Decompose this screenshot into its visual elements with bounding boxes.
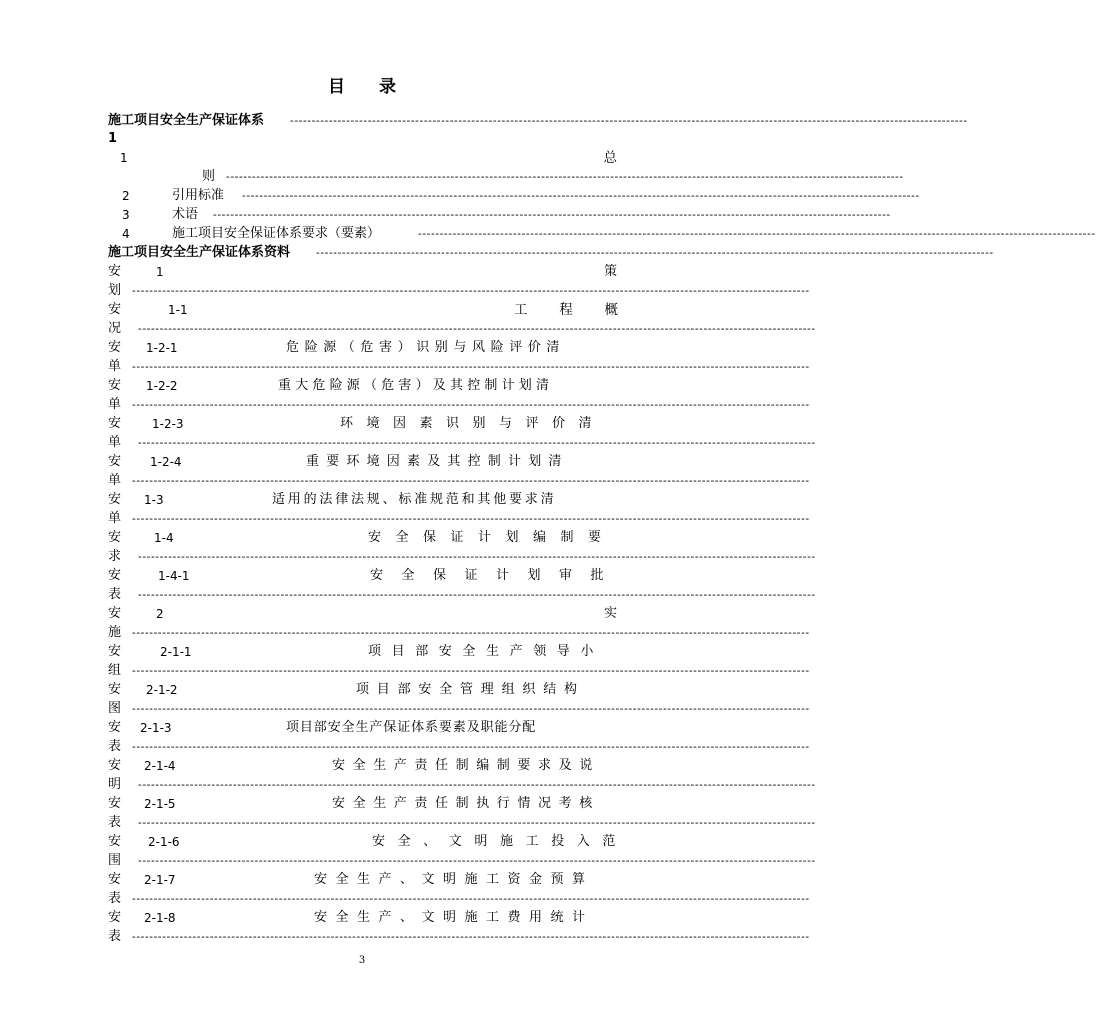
chapter-title: 施工项目安全保证体系要求（要素） (172, 226, 381, 241)
item-number: 2-1-8 (144, 911, 176, 925)
item-text: 危险源（危害）识别与风险评价清 (286, 340, 566, 355)
leader-dots: ------------------------------------------------------------------------------------------------------------------------------------------------------------- (138, 816, 816, 829)
item-wrap: 表 (108, 815, 122, 830)
item-number: 1-2-3 (152, 417, 184, 431)
item-wrap: 求 (108, 549, 122, 564)
item-prefix: 安 (108, 644, 122, 659)
toc-entry-text (202, 150, 617, 166)
item-number: 1-2-1 (146, 341, 178, 355)
item-number: 1-2-4 (150, 455, 182, 469)
item-wrap: 单 (108, 473, 122, 488)
item-number: 2 (156, 607, 164, 621)
item-number: 2-1-7 (144, 873, 176, 887)
item-prefix: 安 (108, 606, 122, 621)
item-wrap: 围 (108, 853, 122, 868)
item-number: 1-2-2 (146, 379, 178, 393)
leader-dots: ------------------------------------------------------------------------------------------------------------------------------------------------------------- (418, 227, 1096, 240)
item-prefix: 安 (108, 720, 122, 735)
item-wrap: 划 (108, 283, 122, 298)
leader-dots: ------------------------------------------------------------------------------------------------------------------------------------------------------------- (138, 588, 816, 601)
leader-dots: ------------------------------------------------------------------------------------------------------------------------------------------------------------- (226, 170, 904, 183)
item-text-spread: 工 程 概 (514, 302, 618, 318)
leader-dots: ------------------------------------------------------------------------------------------------------------------------------------------------------------- (290, 114, 968, 127)
item-text: 安全保证计划编制要 (368, 530, 616, 545)
item-text: 适用的法律法规、标准规范和其他要求清 (272, 492, 557, 507)
item-wrap: 表 (108, 739, 122, 754)
item-number: 2-1-3 (140, 721, 172, 735)
leader-dots: ------------------------------------------------------------------------------------------------------------------------------------------------------------- (213, 208, 891, 221)
item-prefix: 安 (108, 530, 122, 545)
item-text: 安全保证计划审批 (370, 568, 623, 583)
item-prefix: 安 (108, 302, 122, 317)
item-wrap: 单 (108, 435, 122, 450)
leader-dots: ------------------------------------------------------------------------------------------------------------------------------------------------------------- (132, 474, 810, 487)
item-prefix: 安 (108, 378, 122, 393)
item-prefix: 安 (108, 416, 122, 431)
leader-dots: ------------------------------------------------------------------------------------------------------------------------------------------------------------- (132, 626, 810, 639)
chapter-title: 术语 (172, 207, 199, 222)
chapter-title: 引用标准 (172, 188, 225, 203)
item-prefix: 安 (108, 834, 122, 849)
leader-dots: ------------------------------------------------------------------------------------------------------------------------------------------------------------- (132, 360, 810, 373)
leader-dots: ------------------------------------------------------------------------------------------------------------------------------------------------------------- (132, 512, 810, 525)
item-number: 2-1-6 (148, 835, 180, 849)
leader-dots: ------------------------------------------------------------------------------------------------------------------------------------------------------------- (138, 550, 816, 563)
item-text: 策 (604, 264, 618, 279)
item-number: 1-4 (154, 531, 174, 545)
item-wrap: 单 (108, 359, 122, 374)
chapter-number: 4 (122, 227, 130, 241)
leader-dots: ------------------------------------------------------------------------------------------------------------------------------------------------------------- (138, 854, 816, 867)
item-number: 2-1-1 (160, 645, 192, 659)
item-prefix: 安 (108, 796, 122, 811)
item-prefix: 安 (108, 682, 122, 697)
item-prefix: 安 (108, 910, 122, 925)
leader-dots: ------------------------------------------------------------------------------------------------------------------------------------------------------------- (132, 398, 810, 411)
item-text: 重要环境因素及其控制计划清 (306, 454, 569, 469)
item-text: 实 (604, 606, 618, 621)
item-prefix: 安 (108, 758, 122, 773)
toc-title: 目 录 (328, 77, 410, 97)
item-text: 环境因素识别与评价清 (340, 416, 606, 431)
leader-dots: ------------------------------------------------------------------------------------------------------------------------------------------------------------- (242, 189, 920, 202)
leader-dots: ------------------------------------------------------------------------------------------------------------------------------------------------------------- (132, 664, 810, 677)
item-text: 安全、文明施工投入范 (372, 834, 629, 849)
item-prefix: 安 (108, 872, 122, 887)
leader-dots: ------------------------------------------------------------------------------------------------------------------------------------------------------------- (132, 740, 810, 753)
item-prefix: 安 (108, 454, 122, 469)
section-heading: 施工项目安全生产保证体系资料 (108, 245, 291, 260)
leader-dots: ------------------------------------------------------------------------------------------------------------------------------------------------------------- (132, 892, 810, 905)
item-text: 重大危险源（危害）及其控制计划清 (278, 378, 554, 393)
leader-dots: ------------------------------------------------------------------------------------------------------------------------------------------------------------- (316, 246, 994, 259)
item-number: 2-1-2 (146, 683, 178, 697)
item-wrap: 表 (108, 929, 122, 944)
item-wrap: 图 (108, 701, 122, 716)
leader-dots: ------------------------------------------------------------------------------------------------------------------------------------------------------------- (138, 778, 816, 791)
item-text: 项目部安全管理组织结构 (356, 682, 585, 697)
item-prefix: 安 (108, 264, 122, 279)
chapter-title-wrap: 则 (202, 169, 216, 184)
item-text: 项目部安全生产保证体系要素及职能分配 (286, 720, 537, 735)
item-text: 安全生产责任制执行情况考核 (332, 796, 600, 811)
chapter-number: 3 (122, 208, 130, 222)
item-number: 2-1-4 (144, 759, 176, 773)
item-number: 2-1-5 (144, 797, 176, 811)
item-number: 1-4-1 (158, 569, 190, 583)
leader-dots: ------------------------------------------------------------------------------------------------------------------------------------------------------------- (132, 702, 810, 715)
leader-dots: ------------------------------------------------------------------------------------------------------------------------------------------------------------- (132, 930, 810, 943)
page-number: 3 (358, 955, 366, 966)
item-prefix: 安 (108, 340, 122, 355)
item-text: 项目部安全生产领导小 (368, 644, 605, 659)
item-prefix: 安 (108, 492, 122, 507)
section-heading: 施工项目安全生产保证体系 (108, 113, 265, 128)
item-number: 1-3 (144, 493, 164, 507)
item-wrap: 表 (108, 891, 122, 906)
item-number: 1 (156, 265, 164, 279)
item-wrap: 组 (108, 663, 122, 678)
leader-dots: ------------------------------------------------------------------------------------------------------------------------------------------------------------- (132, 284, 810, 297)
chapter-number: 1 (120, 151, 128, 165)
chapter-title-part: 总 (603, 150, 617, 166)
item-wrap: 况 (108, 321, 122, 336)
item-text: 安全生产、文明施工费用统计 (314, 910, 594, 925)
item-wrap: 单 (108, 397, 122, 412)
item-wrap: 明 (108, 777, 122, 792)
leader-dots: ------------------------------------------------------------------------------------------------------------------------------------------------------------- (138, 436, 816, 449)
item-text: 安全生产责任制编制要求及说 (332, 758, 600, 773)
item-wrap: 单 (108, 511, 122, 526)
item-prefix: 安 (108, 568, 122, 583)
item-wrap: 施 (108, 625, 122, 640)
section-page-number: 1 (108, 131, 118, 146)
item-text: 安全生产、文明施工资金预算 (314, 872, 594, 887)
item-wrap: 表 (108, 587, 122, 602)
item-number: 1-1 (168, 303, 188, 317)
leader-dots: ------------------------------------------------------------------------------------------------------------------------------------------------------------- (138, 322, 816, 335)
chapter-number: 2 (122, 189, 130, 203)
